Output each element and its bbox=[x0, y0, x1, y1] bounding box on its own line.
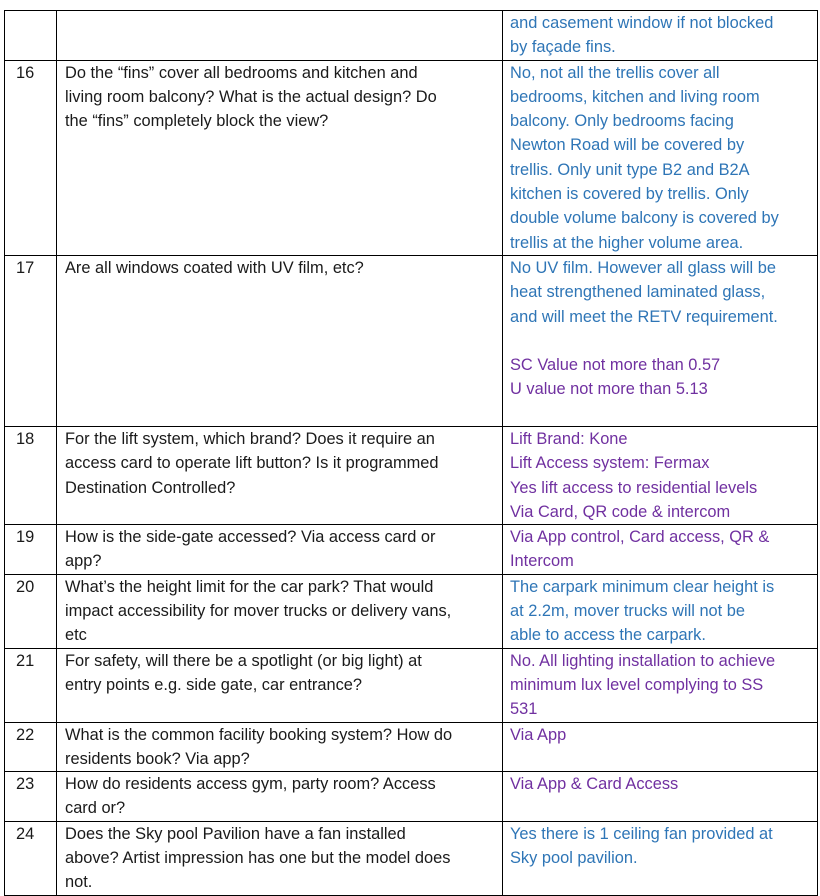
answer-line: No. All lighting installation to achieve bbox=[510, 651, 776, 670]
row-number: 22 bbox=[5, 722, 57, 772]
question-line: access card to operate lift button? Is it programmed bbox=[65, 454, 439, 473]
answer-line: No UV film. However all glass will be bbox=[510, 258, 776, 277]
table-row bbox=[5, 821, 818, 895]
answer-spacer bbox=[510, 329, 813, 353]
question-line: above? Artist impression has one but the model does bbox=[65, 849, 451, 868]
table-row bbox=[5, 525, 818, 575]
question-line: For safety, will there be a spotlight (or big light) at bbox=[65, 651, 422, 670]
question-line: Destination Controlled? bbox=[65, 478, 236, 497]
question-line: What is the common facility booking system? How do bbox=[65, 725, 453, 744]
question-cell bbox=[57, 11, 503, 61]
answer-cell bbox=[503, 574, 818, 648]
row-number: 17 bbox=[5, 255, 57, 426]
answer-extra-line: U value not more than 5.13 bbox=[510, 380, 708, 399]
question-line: the “fins” completely block the view? bbox=[65, 112, 329, 131]
question-line: etc bbox=[65, 626, 87, 645]
question-cell bbox=[57, 255, 503, 426]
table-row bbox=[5, 255, 818, 426]
row-number bbox=[5, 11, 57, 61]
answer-line: and will meet the RETV requirement. bbox=[510, 307, 778, 326]
row-number: 23 bbox=[5, 772, 57, 822]
answer-line: Lift Access system: Fermax bbox=[510, 454, 710, 473]
answer-cell bbox=[503, 648, 818, 722]
answer-cell bbox=[503, 772, 818, 822]
answer-cell bbox=[503, 426, 818, 524]
question-line: not. bbox=[65, 873, 93, 892]
answer-line: trellis. Only unit type B2 and B2A bbox=[510, 160, 750, 179]
answer-cell bbox=[503, 60, 818, 255]
question-line: app? bbox=[65, 552, 102, 571]
row-number: 16 bbox=[5, 60, 57, 255]
answer-line: minimum lux level complying to SS bbox=[510, 675, 764, 694]
answer-line: at 2.2m, mover trucks will not be bbox=[510, 602, 746, 621]
table-row bbox=[5, 60, 818, 255]
answer-line: Via App bbox=[510, 725, 567, 744]
answer-line: trellis at the higher volume area. bbox=[510, 233, 744, 252]
question-cell bbox=[57, 772, 503, 822]
question-line: What’s the height limit for the car park? That would bbox=[65, 577, 434, 596]
answer-line: Sky pool pavilion. bbox=[510, 849, 638, 868]
row-number: 24 bbox=[5, 821, 57, 895]
qa-table bbox=[4, 10, 818, 896]
answer-line: Lift Brand: Kone bbox=[510, 429, 628, 448]
answer-cell bbox=[503, 525, 818, 575]
question-cell bbox=[57, 821, 503, 895]
answer-line: kitchen is covered by trellis. Only bbox=[510, 185, 749, 204]
answer-line: able to access the carpark. bbox=[510, 626, 706, 645]
answer-line: by façade fins. bbox=[510, 38, 616, 57]
row-number: 18 bbox=[5, 426, 57, 524]
answer-line: Via Card, QR code & intercom bbox=[510, 502, 731, 521]
table-row bbox=[5, 11, 818, 61]
question-cell bbox=[57, 525, 503, 575]
question-line: residents book? Via app? bbox=[65, 749, 250, 768]
table-row bbox=[5, 426, 818, 524]
question-line: living room balcony? What is the actual design? Do bbox=[65, 87, 437, 106]
table-row bbox=[5, 772, 818, 822]
answer-line: balcony. Only bedrooms facing bbox=[510, 112, 734, 131]
answer-line: Yes lift access to residential levels bbox=[510, 478, 758, 497]
table-row bbox=[5, 574, 818, 648]
answer-cell bbox=[503, 722, 818, 772]
question-line: How do residents access gym, party room? Access bbox=[65, 775, 436, 794]
answer-cell bbox=[503, 11, 818, 61]
table-row bbox=[5, 648, 818, 722]
question-cell bbox=[57, 722, 503, 772]
answer-extra-line: SC Value not more than 0.57 bbox=[510, 356, 721, 375]
question-line: card or? bbox=[65, 799, 126, 818]
row-number: 19 bbox=[5, 525, 57, 575]
question-line: How is the side-gate accessed? Via access card or bbox=[65, 528, 436, 547]
question-line: Are all windows coated with UV film, etc? bbox=[65, 258, 364, 277]
question-line: Do the “fins” cover all bedrooms and kitchen and bbox=[65, 63, 418, 82]
answer-line: 531 bbox=[510, 700, 538, 719]
answer-line: Newton Road will be covered by bbox=[510, 136, 745, 155]
answer-line: Via App control, Card access, QR & bbox=[510, 528, 770, 547]
question-cell bbox=[57, 574, 503, 648]
question-cell bbox=[57, 60, 503, 255]
question-cell bbox=[57, 648, 503, 722]
qa-table-body bbox=[5, 11, 818, 896]
answer-line: double volume balcony is covered by bbox=[510, 209, 779, 228]
answer-line: and casement window if not blocked bbox=[510, 14, 774, 32]
row-number: 20 bbox=[5, 574, 57, 648]
question-line: Does the Sky pool Pavilion have a fan installed bbox=[65, 824, 406, 843]
answer-cell bbox=[503, 255, 818, 426]
question-line: For the lift system, which brand? Does it require an bbox=[65, 429, 435, 448]
answer-line: Via App & Card Access bbox=[510, 775, 679, 794]
answer-line: Yes there is 1 ceiling fan provided at bbox=[510, 824, 773, 843]
answer-line: No, not all the trellis cover all bbox=[510, 63, 720, 82]
table-row bbox=[5, 722, 818, 772]
question-line: entry points e.g. side gate, car entrance? bbox=[65, 675, 363, 694]
answer-line: The carpark minimum clear height is bbox=[510, 577, 775, 596]
answer-line: heat strengthened laminated glass, bbox=[510, 283, 766, 302]
answer-cell bbox=[503, 821, 818, 895]
answer-line: Intercom bbox=[510, 552, 574, 571]
row-number: 21 bbox=[5, 648, 57, 722]
question-cell bbox=[57, 426, 503, 524]
question-line: impact accessibility for mover trucks or delivery vans, bbox=[65, 602, 452, 621]
answer-line: bedrooms, kitchen and living room bbox=[510, 87, 760, 106]
